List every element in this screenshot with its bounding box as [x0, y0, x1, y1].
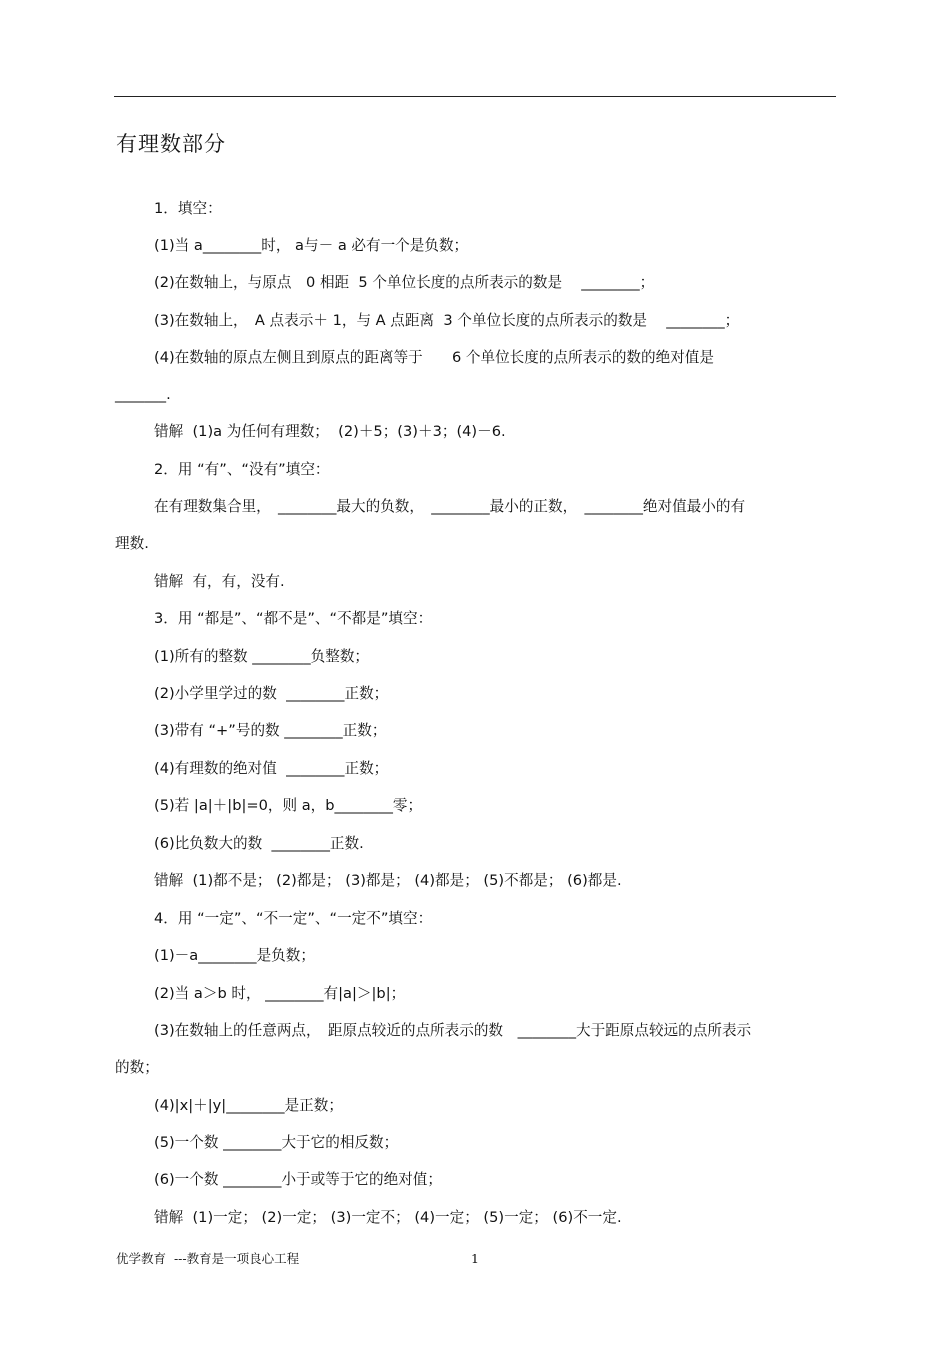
q3-item-4: (4)有理数的绝对值 ________正数； — [154, 760, 389, 777]
q4-item-1: (1)－a________是负数； — [154, 947, 315, 964]
page-title: 有理数部分 — [116, 132, 226, 156]
q3-item-2: (2)小学里学过的数 ________正数； — [154, 685, 389, 702]
q1-item-2: (2)在数轴上，与原点 0 相距 5 个单位长度的点所表示的数是 ________； — [154, 274, 655, 291]
q2-statement-cont: 理数. — [115, 535, 149, 552]
q1-item-4-cont: _______. — [115, 386, 171, 403]
question-3-heading: 3．用 “都是”、“都不是”、“不都是”填空： — [154, 610, 433, 627]
q4-item-3-cont: 的数； — [115, 1059, 159, 1076]
header-rule — [114, 96, 836, 97]
q4-item-5: (5)一个数 ________大于它的相反数； — [154, 1134, 399, 1151]
q3-wrong-answer: 错解 (1)都不是； (2)都是； (3)都是； (4)都是； (5)不都是； (6)都是. — [154, 872, 622, 889]
q1-item-3: (3)在数轴上， A 点表示＋ 1，与 A 点距离 3 个单位长度的点所表示的数是 ________； — [154, 312, 740, 329]
page-number: 1 — [471, 1251, 479, 1266]
q1-item-4: (4)在数轴的原点左侧且到原点的距离等于 6 个单位长度的点所表示的数的绝对值是 — [154, 349, 714, 366]
q4-item-4: (4)|x|＋|y|________是正数； — [154, 1097, 343, 1114]
q4-item-6: (6)一个数 ________小于或等于它的绝对值； — [154, 1171, 442, 1188]
q4-item-3: (3)在数轴上的任意两点， 距原点较近的点所表示的数 ________大于距原点较远的点所表示 — [154, 1022, 752, 1039]
q2-statement: 在有理数集合里， ________最大的负数， ________最小的正数， ________绝对值最小的有 — [154, 498, 746, 515]
q3-item-5: (5)若 |a|＋|b|=0，则 a，b________零； — [154, 797, 423, 814]
q3-item-6: (6)比负数大的数 ________正数. — [154, 835, 364, 852]
q4-item-2: (2)当 a＞b 时， ________有|a|＞|b|； — [154, 985, 406, 1002]
q3-item-3: (3)带有 “+”号的数 ________正数； — [154, 722, 387, 739]
q2-wrong-answer: 错解 有，有，没有. — [154, 573, 285, 590]
q1-wrong-answer: 错解 (1)a 为任何有理数； (2)＋5；(3)＋3；(4)－6. — [154, 423, 506, 440]
q3-item-1: (1)所有的整数 ________负整数； — [154, 648, 370, 665]
question-1-heading: 1．填空： — [154, 200, 222, 217]
question-4-heading: 4．用 “一定”、“不一定”、“一定不”填空： — [154, 910, 433, 927]
question-2-heading: 2．用 “有”、“没有”填空： — [154, 461, 330, 478]
footer-text: 优学教育 ---教育是一项良心工程 — [116, 1251, 300, 1266]
q4-wrong-answer: 错解 (1)一定； (2)一定； (3)一定不； (4)一定； (5)一定； (6)不一定. — [154, 1209, 622, 1226]
q1-item-1: (1)当 a________时， a与－ a 必有一个是负数； — [154, 237, 469, 254]
